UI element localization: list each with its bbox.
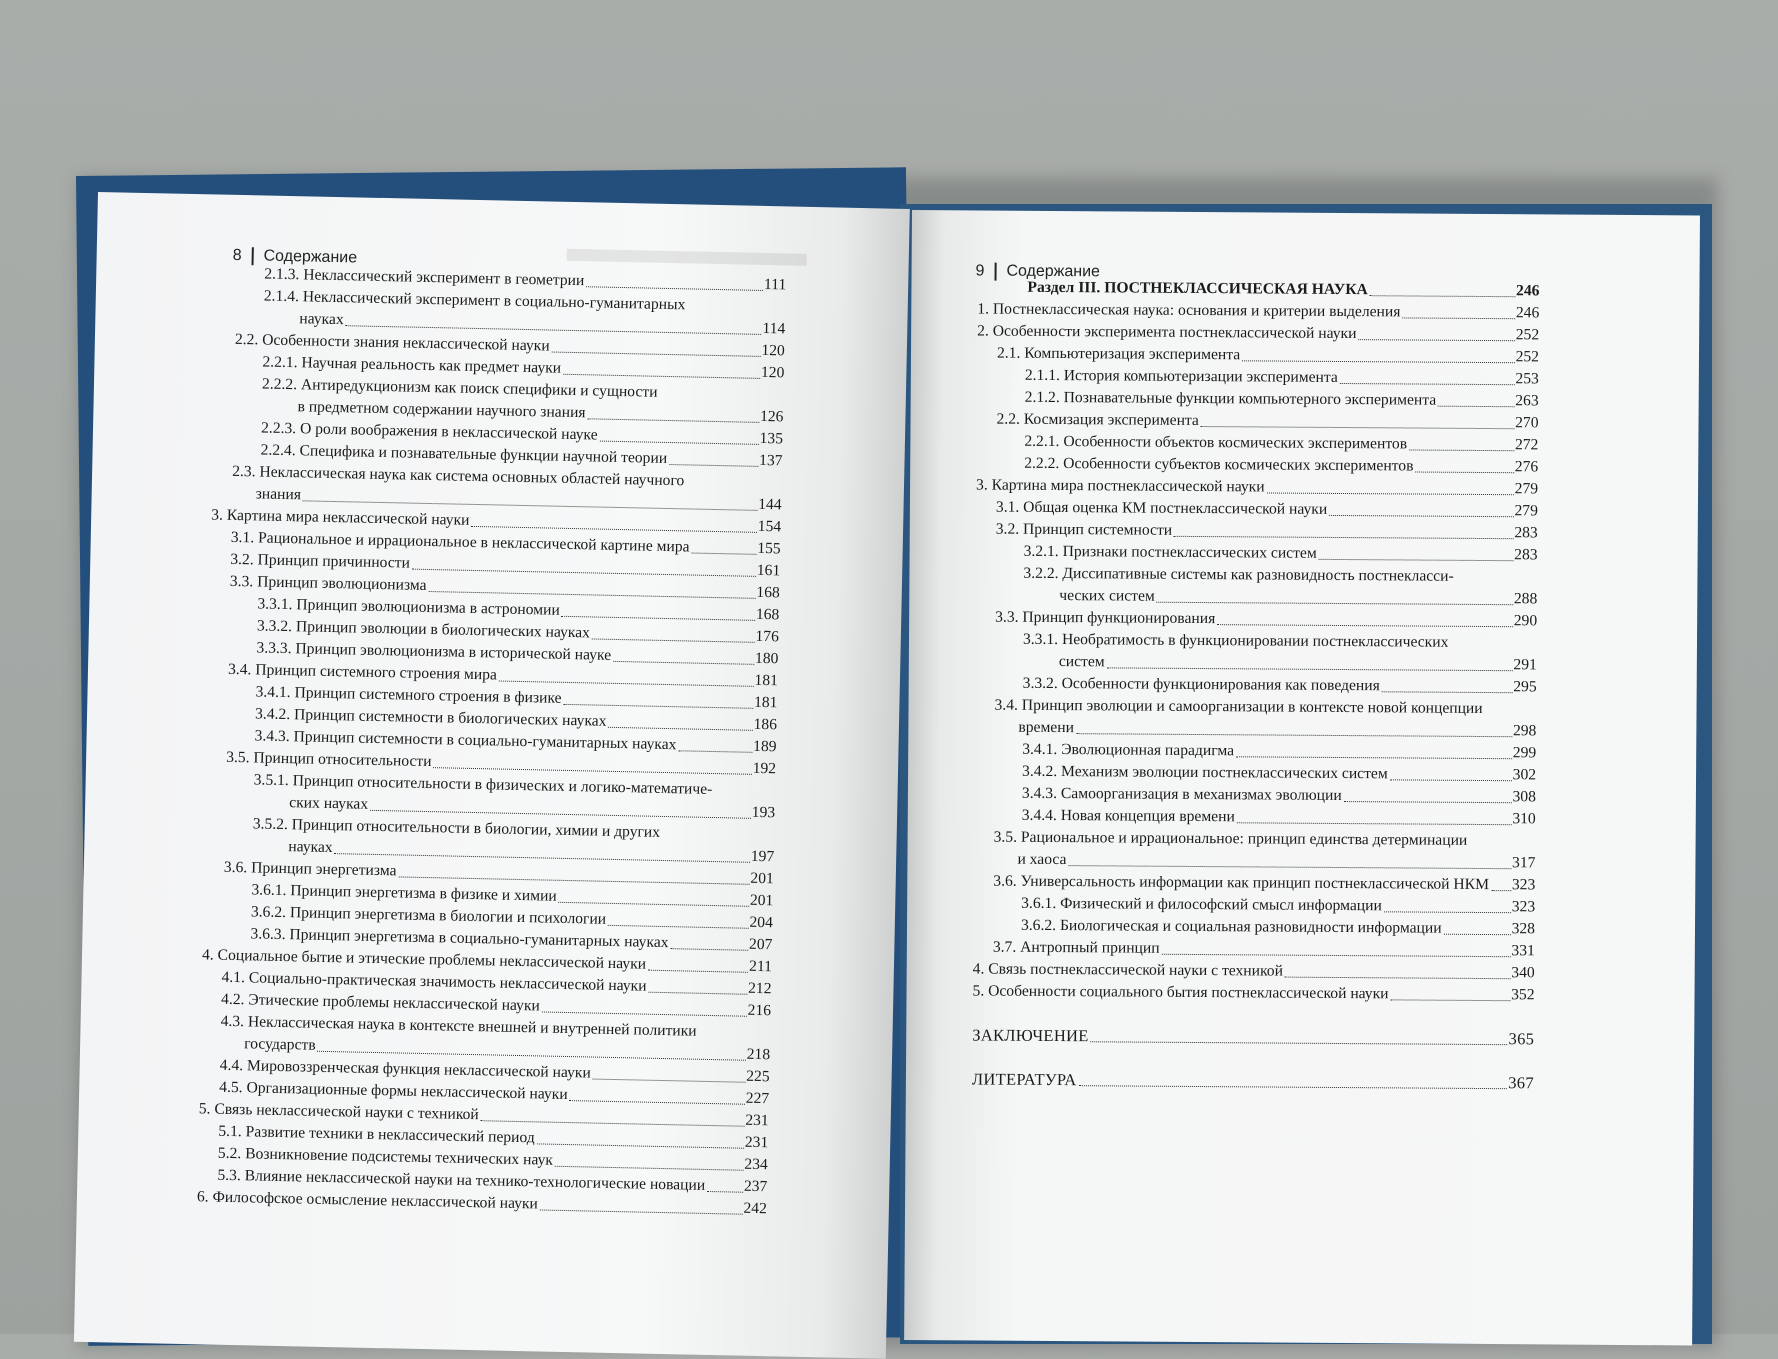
toc-entry-page: 270 [1515,414,1539,432]
toc-entry-page: 181 [753,693,778,712]
dot-leader [1078,1084,1507,1089]
toc-entry-page: 207 [748,935,773,954]
toc-entry-page: 126 [759,407,784,426]
toc-entry-page: 193 [751,803,776,822]
toc-entry-page: 352 [1511,986,1535,1004]
toc-entry-page: 216 [747,1001,772,1020]
dot-leader [1237,821,1512,825]
dot-leader [648,969,748,973]
toc-entry-page: 111 [763,275,787,294]
toc-entry-continuation: в предметном содержании научного знания [297,398,586,422]
toc-entry-page: 120 [760,363,785,382]
dot-leader [1391,998,1511,1001]
dot-leader [1329,514,1513,517]
toc-entry-title: 3.3.1. Принцип эволюционизма в астрономии [257,595,560,619]
toc-entry-page: 180 [754,649,779,668]
dot-leader [1344,800,1512,803]
toc-entry-title: 3.4.2. Принцип системности в биологических науках [254,705,607,730]
toc-entry-title: 2.1.2. Познавательные функции компьютерного эксперимента [1024,388,1437,409]
toc-entry-title: 2.2.4. Специфика и познавательные функции научной теории [260,441,668,467]
toc-entry-page: 279 [1514,480,1539,498]
dot-leader [481,1119,745,1127]
toc-entry-page: 340 [1511,964,1535,982]
left-page-number: 8 [232,246,242,265]
toc-entry-page: 317 [1512,854,1536,872]
toc-entry[interactable] [975,562,1537,610]
toc-entry-title: 3.5.1. Принцип относительности в физических и логико-математиче- [253,771,713,798]
dot-leader [563,373,760,379]
toc-entry-page: 302 [1512,766,1537,784]
toc-entry-page: 323 [1511,898,1536,916]
toc-entry-page: 331 [1511,942,1535,960]
toc-entry-continuation: знания [255,485,302,504]
toc-entry-title: 3.1. Рациональное и иррациональное в неклассической картине мира [230,528,690,556]
toc-end-entry[interactable] [972,1068,1534,1094]
dot-leader [1217,623,1512,627]
toc-entry-page: 197 [750,847,775,866]
toc-entry-page: 367 [1508,1073,1534,1093]
toc-entry-page: 242 [743,1199,768,1218]
dot-leader [1340,382,1515,385]
toc-entry-page: 252 [1515,326,1540,344]
toc-entry-page: 252 [1515,348,1540,366]
toc-entry-page: 308 [1512,788,1536,806]
dot-leader [608,726,752,731]
toc-entry-title: 3.5. Рациональное и иррациональное: принцип единства детерминации [993,828,1468,849]
toc-entry-title: 3.3.2. Принцип эволюции в биологических науках [256,617,591,642]
toc-entry-page: 234 [744,1155,768,1174]
toc-entry-page: 246 [1515,304,1540,322]
toc-entry-page: 225 [746,1067,770,1086]
toc-entry-continuation: систем [1058,653,1105,671]
toc-entry[interactable] [975,628,1537,676]
toc-entry-title: 3.4. Принцип системного строения мира [227,660,498,684]
toc-entry-title: 5.1. Развитие техники в неклассический период [218,1122,535,1147]
toc-entry-title: 2.2. Особенности знания неклассической науки [234,330,550,355]
dot-leader [1201,425,1514,429]
dot-leader [1285,976,1510,980]
toc-entry-page: 137 [758,451,783,470]
toc-entry-title: 1. Постнеклассическая наука: основания и критерии выделения [977,300,1401,321]
dot-leader [1236,755,1512,759]
dot-leader [1382,690,1513,693]
toc-entry-title: 3.3.1. Необратимость в функционировании постнеклассических [1022,630,1449,651]
dot-leader [593,1078,745,1083]
right-page-number: 9 [975,262,985,280]
toc-entry-page: 231 [744,1133,769,1152]
dot-leader [499,680,754,687]
toc-entry-continuation: науках [288,838,333,857]
toc-entry-title: 3.4.4. Новая концепция времени [1021,806,1235,826]
toc-entry-page: 168 [756,583,780,602]
right-header-title: Содержание [1006,262,1101,281]
toc-entry-page: 181 [754,671,779,690]
toc-entry-title: 4. Социальное бытие и этические проблемы неклассической науки [201,946,647,973]
toc-entry-page: 272 [1514,436,1539,454]
toc-entry-title: 5.3. Влияние неклассической науки на технико-технологические новации [217,1166,706,1194]
toc-entry-title: 2.1.4. Неклассический эксперимент в социально-гуманитарных [263,287,686,314]
toc-entry-title: 2.1.3. Неклассический эксперимент в геометрии [264,265,585,290]
toc-entry-title: 3.4. Принцип эволюции и самоорганизации в контексте новой концепции [994,696,1483,717]
toc-entry-title: 3.2.1. Признаки постнеклассических систем [1023,542,1317,562]
toc-entry-page: 276 [1514,458,1539,476]
toc-entry-title: 2.2.2. Антиредукционизм как поиск специфики и сущности [261,375,658,401]
toc-entry-page: 161 [756,561,781,580]
section-page: 246 [1516,282,1540,300]
toc-entry-page: 120 [761,341,786,360]
toc-entry[interactable] [973,826,1535,874]
dot-leader [540,1208,743,1214]
toc-entry-page: 189 [752,737,777,756]
toc-entry-page: 144 [758,495,782,514]
toc-entry-title: 2. Особенности эксперимента постнеклассической науки [977,322,1357,343]
toc-entry-continuation: ских науках [289,794,369,813]
toc-entry-title: 3.2. Принцип причинности [230,550,411,572]
dot-leader [587,417,759,423]
toc-entry-page: 237 [743,1177,768,1196]
dot-leader [563,703,753,709]
toc-entry-continuation: науках [299,310,344,329]
dot-leader [1068,864,1511,869]
dot-leader [1438,405,1514,408]
toc-entry-continuation: времени [1018,718,1075,737]
dot-leader [678,749,752,753]
dot-leader [1444,933,1511,935]
toc-entry-continuation: ческих систем [1059,587,1155,605]
dot-leader [1267,491,1514,495]
toc-entry-title: 5.2. Возникновение подсистемы технических наук [217,1144,554,1169]
toc-entry-page: 291 [1513,656,1537,674]
toc-entry-page: 288 [1513,590,1538,608]
toc-entry-title: 3. Картина мира постнеклассической науки [976,476,1265,496]
toc-entry-page: 298 [1512,722,1537,740]
dot-leader [648,991,747,995]
dot-leader [1162,953,1511,957]
toc-entry-page: 192 [752,759,777,778]
toc-entry-title: 3. Картина мира неклассической науки [211,506,470,529]
toc-entry-title: 4.5. Организационные формы неклассической науки [219,1078,568,1104]
toc-entry-title: 2.2.2. Особенности субъектов космических экспериментов [1024,454,1414,475]
toc-entry-page: 204 [749,913,774,932]
dot-leader [542,1010,747,1016]
dot-leader [1370,294,1515,297]
toc-entry-title: 3.6.2. Биологическая и социальная разновидности информации [1020,916,1442,937]
toc-entry-title: 3.6. Принцип энергетизма [223,858,397,880]
toc-entry-title: 3.4.3. Самоорганизация в механизмах эволюции [1021,784,1342,805]
toc-entry-title: ЛИТЕРАТУРА [971,1069,1077,1090]
dot-leader [1415,471,1513,474]
toc-entry-title: 2.2.1. Особенности объектов космических экспериментов [1024,432,1408,453]
toc-entry-page: 253 [1515,370,1539,388]
dot-leader [1384,910,1511,913]
toc-entry-title: 2.1. Компьютеризация эксперимента [996,344,1241,364]
toc-entry-page: 212 [747,979,772,998]
toc-entry-continuation: государств [244,1035,316,1054]
toc-entry-title: 3.2.2. Диссипативные системы как разновидность постнекласси- [1023,564,1454,585]
dot-leader [707,1190,743,1193]
toc-entry-title: 3.6.2. Принцип энергетизма в биологии и психологии [250,903,607,928]
dot-leader [608,924,748,929]
toc-entry-page: 231 [745,1111,769,1130]
dot-leader [555,1165,744,1171]
toc-entry-page: 295 [1513,678,1537,696]
section-title: Раздел III. ПОСТНЕКЛАССИЧЕСКАЯ НАУКА [1027,278,1368,299]
dot-leader [562,615,755,621]
dot-leader [586,285,763,291]
dot-leader [1402,316,1514,319]
dot-leader [570,1099,745,1105]
toc-entry-title: 3.3. Принцип функционирования [995,608,1216,628]
toc-entry-page: 176 [755,627,780,646]
dot-leader [471,525,756,533]
toc-entry-title: 3.6.1. Принцип энергетизма в физике и химии [251,881,557,905]
dot-leader [1319,558,1513,561]
dot-leader [1390,778,1512,781]
dot-leader [691,552,756,555]
left-toc-list [197,262,787,1220]
dot-leader [1157,601,1513,605]
show-through-text: ▬▬▬▬▬▬ [566,225,808,275]
right-toc-list [972,276,1540,1094]
toc-entry-title: 3.3. Принцип эволюционизма [229,572,427,594]
toc-entry-title: 3.6.3. Принцип энергетизма в социально-гуманитарных науках [250,925,669,952]
toc-entry-title: 5. Связь неклассической науки с техникой [198,1100,479,1124]
toc-entry-title: 2.3. Неклассическая наука как система основных областей научного [232,462,685,490]
toc-entry-title: ЗАКЛЮЧЕНИЕ [972,1025,1089,1046]
toc-entry-page: 168 [755,605,780,624]
toc-entry-page: 263 [1515,392,1539,410]
toc-entry-title: 4.4. Мировоззренческая функция неклассической науки [219,1056,591,1082]
toc-entry-page: 323 [1511,876,1536,894]
toc-entry-title: 3.5. Принцип относительности [226,748,432,771]
toc-entry-page: 365 [1508,1029,1535,1049]
toc-entry-title: 2.2.3. О роли воображения в неклассической науке [260,419,598,444]
dot-leader [1409,448,1514,451]
toc-entry-page: 279 [1514,502,1538,520]
dot-leader [1107,666,1513,671]
toc-entry-title: 4. Связь постнеклассической науки с техникой [972,960,1284,980]
toc-entry-page: 201 [750,869,774,888]
toc-entry-page: 283 [1514,546,1538,564]
toc-entry-title: 4.2. Этические проблемы неклассической науки [220,990,541,1015]
toc-entry-title: 5. Особенности социального бытия постнеклассической науки [972,982,1389,1003]
dot-leader [552,351,761,357]
toc-entry-continuation: и хаоса [1017,850,1067,869]
toc-entry-page: 114 [762,319,786,338]
dot-leader [592,637,755,642]
toc-entry-title: 3.4.1. Эволюционная парадигма [1022,740,1235,760]
dot-leader [1242,359,1514,363]
toc-entry-title: 4.3. Неклассическая наука в контексте внешней и внутренней политики [220,1012,697,1040]
left-page [74,192,910,1359]
dot-leader [1491,889,1511,891]
toc-entry-title: 2.1.1. История компьютеризации эксперимента [1024,366,1338,386]
toc-entry-title: 3.6. Универсальность информации как принцип постнеклассической НКМ [993,872,1490,894]
dot-leader [559,901,749,907]
dot-leader [670,947,748,951]
right-page [904,210,1700,1345]
dot-leader [1174,535,1513,539]
toc-entry-page: 155 [757,539,781,558]
left-header-title: Содержание [263,247,358,267]
toc-entry-page: 290 [1513,612,1538,630]
toc-entry-page: 328 [1511,920,1536,938]
dot-leader [1076,732,1512,737]
toc-entry-page: 135 [759,429,784,448]
toc-entry-page: 299 [1512,744,1537,762]
toc-entry-title: 4.1. Социально-практическая значимость неклассической науки [221,968,647,995]
toc-entry-title: 3.4.2. Механизм эволюции постнеклассических систем [1022,762,1388,783]
toc-entry-page: 218 [746,1045,771,1064]
dot-leader [1358,338,1514,341]
dot-leader [613,660,754,665]
toc-entry-page: 283 [1514,524,1538,542]
toc-entry-page: 310 [1512,810,1536,828]
toc-entry-title: 3.7. Антропный принцип [992,938,1160,957]
toc-entry[interactable] [974,694,1536,742]
toc-entry-page: 227 [745,1089,770,1108]
toc-entry-title: 2.2.1. Научная реальность как предмет науки [262,353,562,377]
dot-leader [669,463,758,467]
dot-leader [537,1142,744,1148]
toc-entry-title: 3.4.3. Принцип системности в социально-гуманитарных науках [254,727,677,754]
toc-entry-page: 201 [749,891,774,910]
dot-leader [1091,1040,1508,1045]
toc-entry-page: 211 [748,957,773,976]
toc-entry-title: 3.1. Общая оценка КМ постнеклассической науки [995,498,1328,518]
toc-entry-title: 2.2. Космизация эксперимента [996,410,1199,430]
toc-entry-page: 154 [757,517,782,536]
toc-entry-title: 3.3.2. Особенности функционирования как поведения [1022,674,1380,695]
toc-entry-title: 3.5.2. Принцип относительности в биологии, химии и других [252,815,661,841]
toc-entry-title: 3.4.1. Принцип системного строения в физике [255,683,562,707]
toc-entry-title: 3.6.1. Физический и философский смысл информации [1021,894,1382,915]
toc-entry-title: 3.2. Принцип системности [995,520,1173,539]
toc-entry-title: 6. Философское осмысление неклассической науки [196,1188,539,1213]
toc-entry-page: 186 [753,715,778,734]
toc-entry-title: 3.3.3. Принцип эволюционизма в исторической науке [256,639,612,664]
dot-leader [599,440,758,445]
